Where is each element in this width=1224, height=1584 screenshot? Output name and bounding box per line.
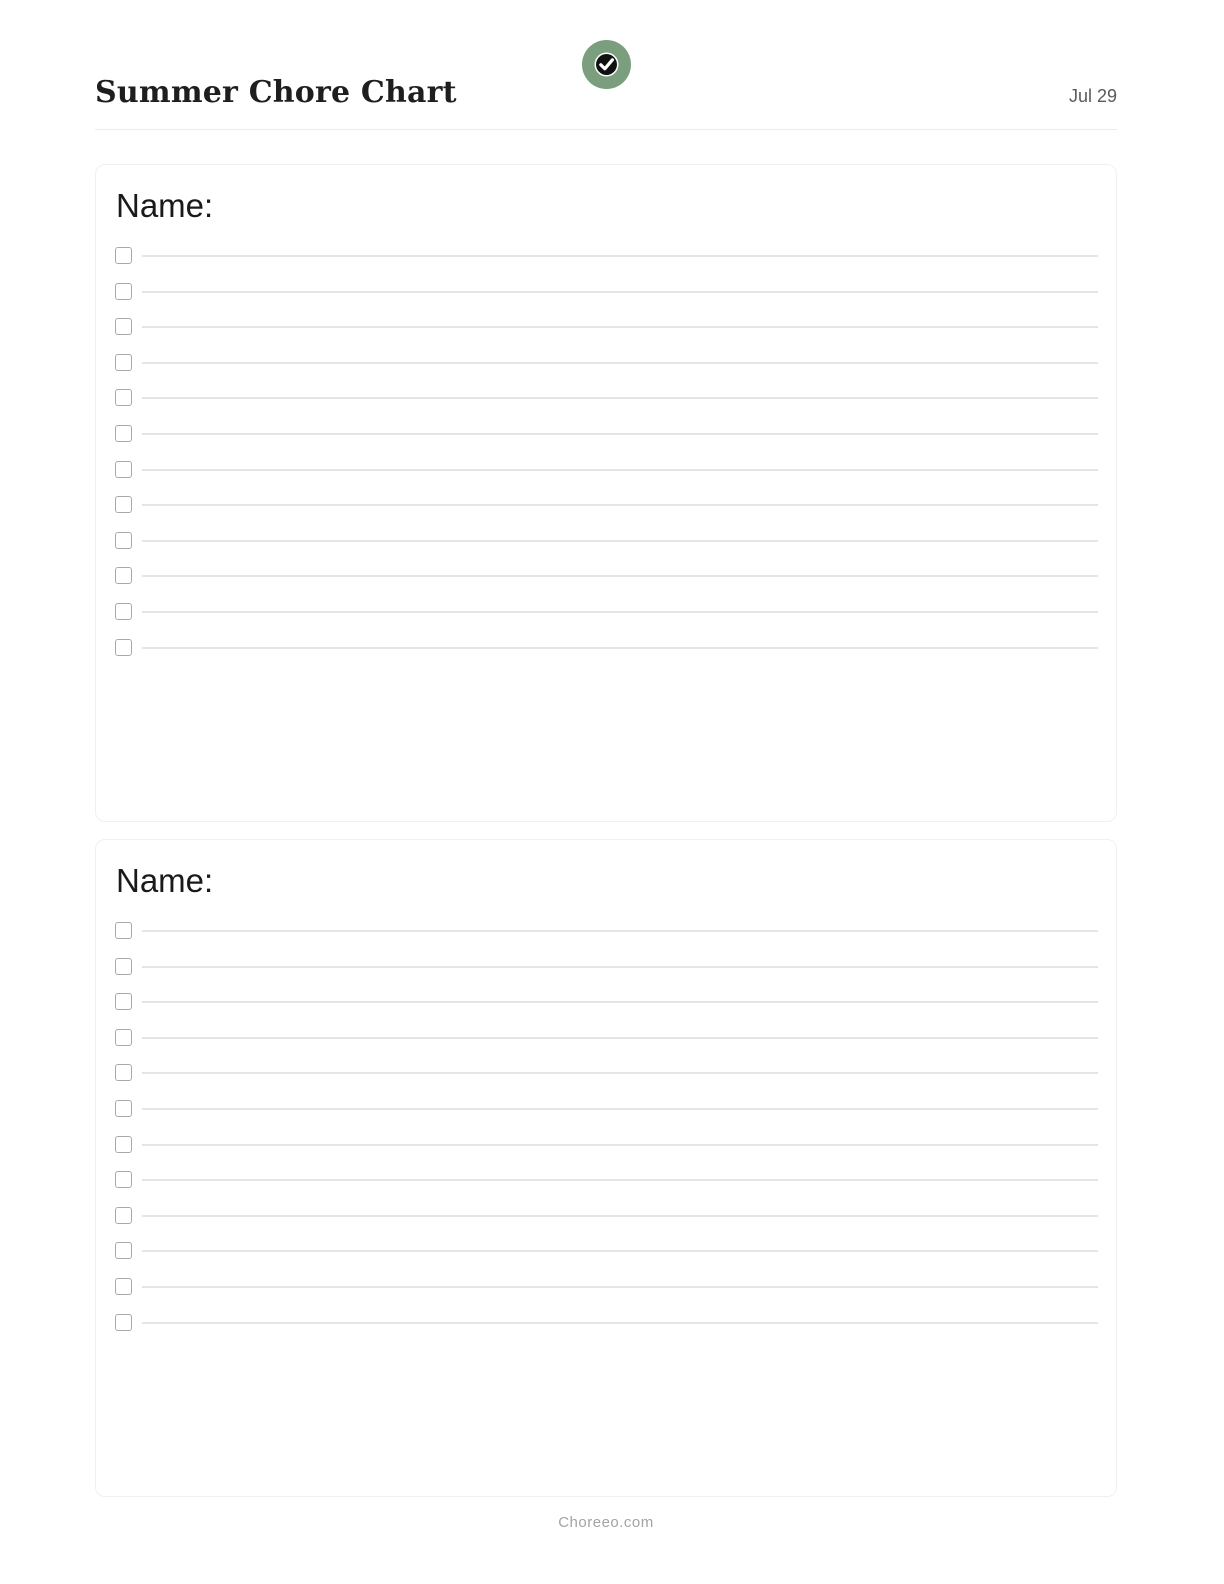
chore-checkbox[interactable] — [115, 993, 132, 1010]
chore-row — [115, 496, 1098, 516]
chore-write-line[interactable] — [142, 575, 1098, 577]
chore-row — [115, 922, 1098, 942]
chore-row — [115, 425, 1098, 445]
chore-row — [115, 354, 1098, 374]
chore-write-line[interactable] — [142, 326, 1098, 328]
chore-write-line[interactable] — [142, 1179, 1098, 1181]
chore-checkbox[interactable] — [115, 283, 132, 300]
chore-write-line[interactable] — [142, 255, 1098, 257]
chore-write-line[interactable] — [142, 930, 1098, 932]
chore-checkbox[interactable] — [115, 567, 132, 584]
name-label: Name: — [116, 862, 214, 899]
chore-section — [95, 164, 1117, 822]
chore-row — [115, 1314, 1098, 1334]
chore-checkbox[interactable] — [115, 1100, 132, 1117]
chore-row — [115, 1171, 1098, 1191]
chore-checkbox[interactable] — [115, 425, 132, 442]
chore-write-line[interactable] — [142, 469, 1098, 471]
chore-row — [115, 1136, 1098, 1156]
chore-checkbox[interactable] — [115, 1136, 132, 1153]
chore-write-line[interactable] — [142, 1072, 1098, 1074]
chore-checkbox[interactable] — [115, 958, 132, 975]
chore-row — [115, 958, 1098, 978]
chore-checkbox[interactable] — [115, 639, 132, 656]
chore-row — [115, 603, 1098, 623]
chore-write-line[interactable] — [142, 1108, 1098, 1110]
chore-checkbox[interactable] — [115, 461, 132, 478]
chore-row — [115, 639, 1098, 659]
chore-row — [115, 318, 1098, 338]
checkmark-circle-icon — [582, 40, 631, 89]
chore-row — [115, 1207, 1098, 1227]
chore-write-line[interactable] — [142, 291, 1098, 293]
chore-row — [115, 993, 1098, 1013]
chore-checkbox[interactable] — [115, 389, 132, 406]
chore-row — [115, 1278, 1098, 1298]
chore-write-line[interactable] — [142, 362, 1098, 364]
chore-row — [115, 1242, 1098, 1262]
page-title: Summer Chore Chart — [95, 75, 457, 110]
chore-checkbox[interactable] — [115, 922, 132, 939]
chore-write-line[interactable] — [142, 1037, 1098, 1039]
chore-checkbox[interactable] — [115, 1278, 132, 1295]
chore-checkbox[interactable] — [115, 354, 132, 371]
chore-write-line[interactable] — [142, 504, 1098, 506]
chore-checkbox[interactable] — [115, 1029, 132, 1046]
chore-checkbox[interactable] — [115, 603, 132, 620]
chore-row — [115, 567, 1098, 587]
chore-write-line[interactable] — [142, 433, 1098, 435]
chore-checkbox[interactable] — [115, 1314, 132, 1331]
chore-write-line[interactable] — [142, 397, 1098, 399]
chore-row — [115, 1064, 1098, 1084]
chore-row — [115, 461, 1098, 481]
chore-row — [115, 1100, 1098, 1120]
chore-checkbox[interactable] — [115, 1207, 132, 1224]
chore-checkbox[interactable] — [115, 496, 132, 513]
chore-row — [115, 532, 1098, 552]
chore-row — [115, 1029, 1098, 1049]
chore-write-line[interactable] — [142, 1250, 1098, 1252]
chore-section — [95, 839, 1117, 1497]
chore-row — [115, 283, 1098, 303]
chore-write-line[interactable] — [142, 1144, 1098, 1146]
chore-checkbox[interactable] — [115, 1242, 132, 1259]
chore-row — [115, 247, 1098, 267]
chore-checkbox[interactable] — [115, 1171, 132, 1188]
date-label: Jul 29 — [1068, 86, 1117, 106]
page-header — [95, 40, 1117, 130]
chore-write-line[interactable] — [142, 1286, 1098, 1288]
name-label: Name: — [116, 187, 214, 224]
chore-checkbox[interactable] — [115, 318, 132, 335]
chore-write-line[interactable] — [142, 966, 1098, 968]
footer-site-link[interactable]: Choreeo.com — [558, 1514, 654, 1531]
chore-checkbox[interactable] — [115, 1064, 132, 1081]
chore-row — [115, 389, 1098, 409]
chore-checkbox[interactable] — [115, 247, 132, 264]
chore-checkbox[interactable] — [115, 532, 132, 549]
chore-write-line[interactable] — [142, 1215, 1098, 1217]
chore-write-line[interactable] — [142, 611, 1098, 613]
chore-write-line[interactable] — [142, 1001, 1098, 1003]
chore-write-line[interactable] — [142, 1322, 1098, 1324]
chore-write-line[interactable] — [142, 647, 1098, 649]
chore-write-line[interactable] — [142, 540, 1098, 542]
